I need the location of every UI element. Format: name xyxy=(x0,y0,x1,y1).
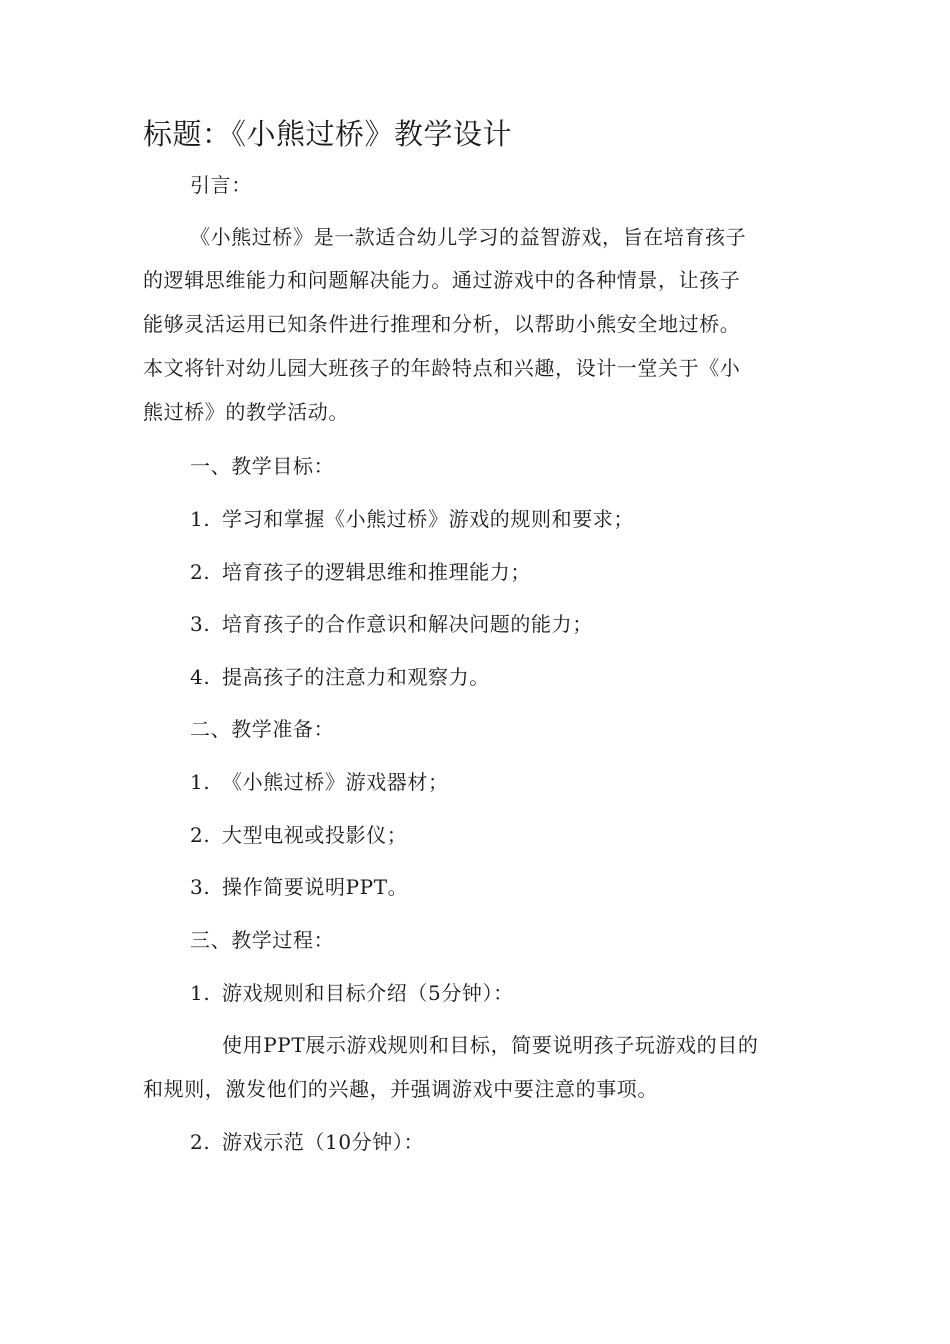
list-item-text: 培育孩子的合作意识和解决问题的能力； xyxy=(222,612,593,636)
list-item xyxy=(190,767,850,797)
list-item-text: 《小熊过桥》游戏器材； xyxy=(222,770,449,794)
list-item-text: 大型电视或投影仪； xyxy=(222,823,408,847)
list-item xyxy=(190,978,850,1008)
step1-body-line-2: 和规则，激发他们的兴趣，并强调游戏中要注意的事项。 xyxy=(143,1077,658,1101)
list-item xyxy=(190,504,850,534)
section3-heading: 三、教学过程： xyxy=(190,928,335,952)
list-item-text: 培育孩子的逻辑思维和推理能力； xyxy=(222,560,531,584)
list-item xyxy=(190,820,850,850)
list-item xyxy=(190,1127,850,1157)
list-item-number: 1. xyxy=(190,770,211,794)
intro-heading: 引言： xyxy=(190,173,252,197)
list-item-text: 游戏规则和目标介绍（5分钟）： xyxy=(222,981,514,1005)
list-item-number: 2. xyxy=(190,823,211,847)
list-item xyxy=(190,557,850,587)
list-item xyxy=(190,609,850,639)
list-item-number: 3. xyxy=(190,875,211,899)
intro-line-1: 《小熊过桥》是一款适合幼儿学习的益智游戏，旨在培育孩子 xyxy=(190,225,747,249)
list-item-number: 1. xyxy=(190,981,211,1005)
list-item-number: 1. xyxy=(190,507,211,531)
list-item-number: 2. xyxy=(190,560,211,584)
list-item-number: 4. xyxy=(190,665,211,689)
step1-body-line-1: 使用PPT展示游戏规则和目标，简要说明孩子玩游戏的目的 xyxy=(222,1033,759,1057)
list-item-text: 提高孩子的注意力和观察力。 xyxy=(222,665,490,689)
list-item-text: 操作简要说明PPT。 xyxy=(222,875,409,899)
list-item-text: 学习和掌握《小熊过桥》游戏的规则和要求； xyxy=(222,507,634,531)
section2-heading: 二、教学准备： xyxy=(190,717,335,741)
list-item-number: 2. xyxy=(190,1130,211,1154)
section1-heading: 一、教学目标： xyxy=(190,454,335,478)
intro-line-2: 的逻辑思维能力和问题解决能力。通过游戏中的各种情景，让孩子 xyxy=(143,268,741,292)
intro-line-4: 本文将针对幼儿园大班孩子的年龄特点和兴趣，设计一堂关于《小 xyxy=(143,356,741,380)
intro-line-5: 熊过桥》的教学活动。 xyxy=(143,400,349,424)
list-item-text: 游戏示范（10分钟）： xyxy=(222,1130,425,1154)
document-title: 标题：《小熊过桥》教学设计 xyxy=(143,117,513,151)
intro-line-3: 能够灵活运用已知条件进行推理和分析，以帮助小熊安全地过桥。 xyxy=(143,312,741,336)
list-item xyxy=(190,662,850,692)
list-item xyxy=(190,872,850,902)
list-item-number: 3. xyxy=(190,612,211,636)
